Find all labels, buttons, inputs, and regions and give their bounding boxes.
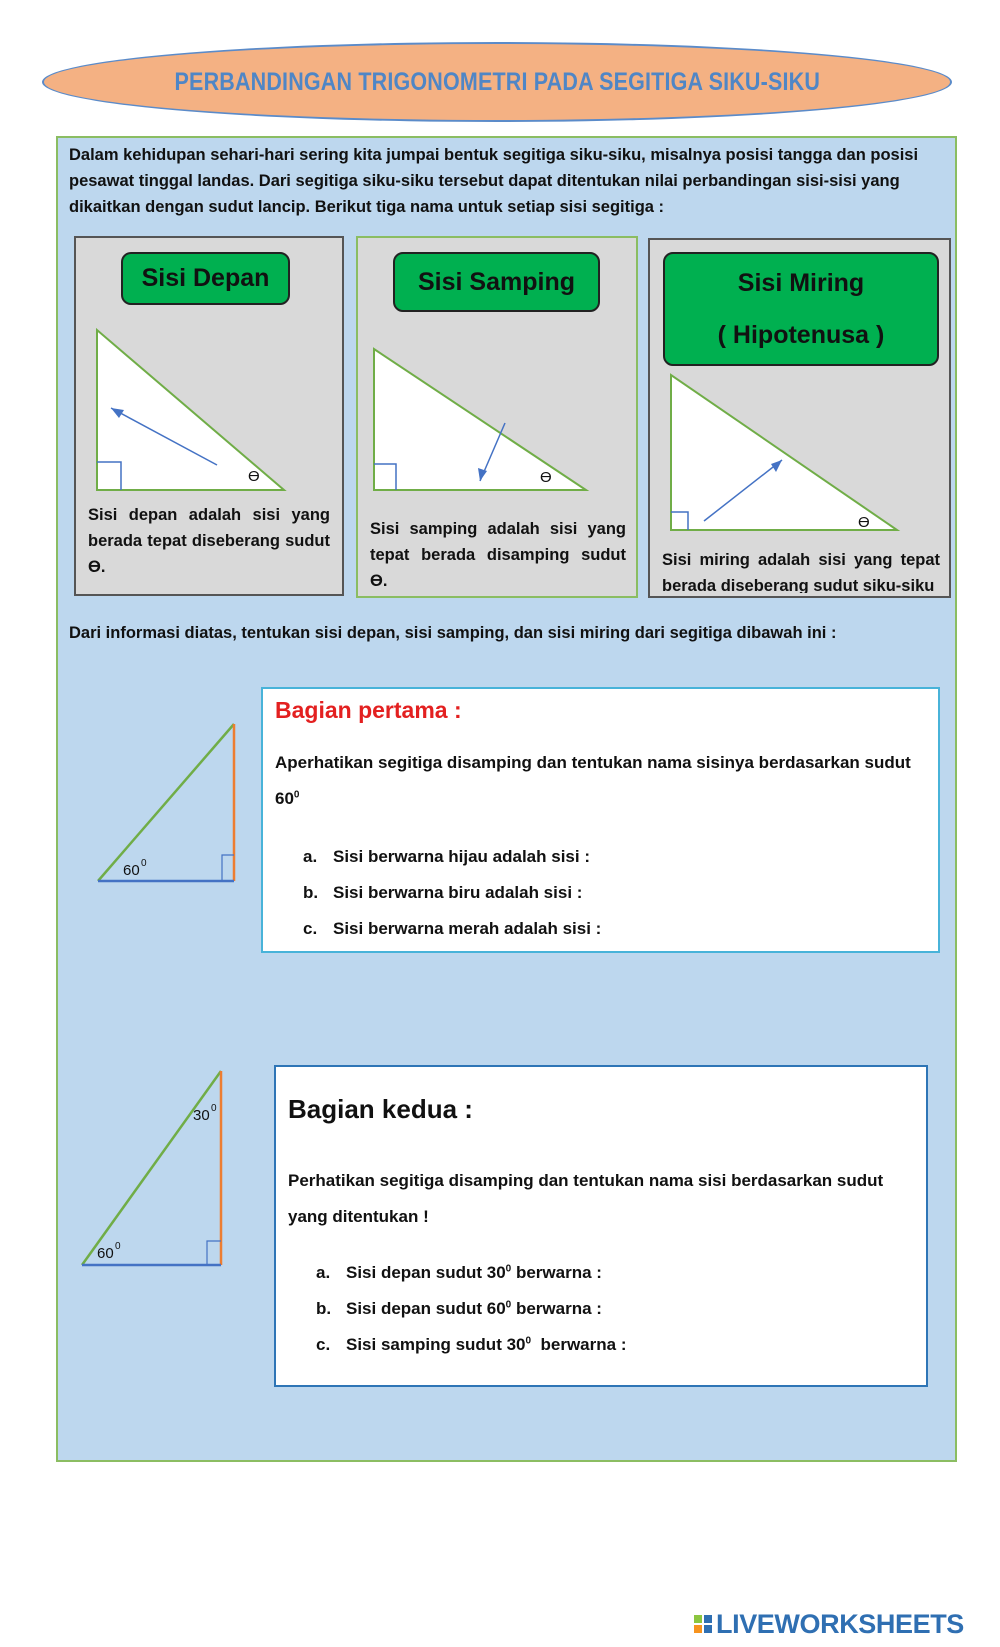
list-marker: c. [316,1335,331,1354]
degree-sup: 0 [525,1335,532,1347]
part2-list [316,1255,626,1363]
right-angle-mark [207,1241,221,1265]
intro-text: Dalam kehidupan sehari-hari sering kita jumpai bentuk segitiga siku-siku, misalnya posisi tangga dan posisi pesawat tinggal landas. Dari segitiga siku-siku tersebut dapat ditentukan nilai perbandingan sisi-sisi yang dikaitkan dengan sudut lancip. Berikut tiga nama untuk setiap sisi segitiga : [69,146,919,216]
list-item-text: Sisi berwarna merah adalah sisi : [333,919,602,938]
list-item [316,1327,626,1363]
sisi-miring-heading-line2: ( Hipotenusa ) [717,321,885,349]
sisi-samping-heading-label: Sisi Samping [418,267,575,296]
degree-sup: 0 [505,1263,512,1275]
degree-sup: 0 [141,858,147,869]
list-item-suffix: berwarna : [511,1263,602,1282]
angle-60-label: 60 [97,1245,114,1262]
degree-sup: 0 [505,1299,512,1311]
theta-label: ϴ [540,469,552,486]
logo-text: LIVEWORKSHEETS [716,1608,964,1639]
list-item [316,1255,626,1291]
list-item-text: Sisi depan sudut 30 [346,1263,506,1282]
list-marker: b. [303,883,319,902]
part2-heading: Bagian kedua : [288,1094,473,1124]
list-marker: c. [303,919,318,938]
list-item-text: Sisi berwarna hijau adalah sisi : [333,847,590,866]
sisi-miring-heading-line1: Sisi Miring [737,269,865,297]
sisi-depan-heading-label: Sisi Depan [141,264,270,292]
part2-prompt: Perhatikan segitiga disamping dan tentukan nama sisi berdasarkan sudut yang ditentukan ! [288,1171,884,1226]
list-item-suffix: berwarna : [531,1335,627,1354]
theta-label: ϴ [248,468,260,485]
part1-prompt-text: Aperhatikan segitiga disamping dan tentukan nama sisinya berdasarkan sudut [275,753,911,772]
list-item-text: Sisi depan sudut 60 [346,1299,506,1318]
sisi-miring-description: Sisi miring adalah sisi yang tepat berada diseberang sudut siku-siku [662,551,940,593]
list-marker: a. [316,1263,331,1282]
part2-box [274,1065,928,1387]
list-item-text: Sisi samping sudut 30 [346,1335,526,1354]
degree-sup: 0 [115,1241,121,1252]
green-side [82,1071,221,1265]
page-title: PERBANDINGAN TRIGONOMETRI PADA SEGITIGA SIKU-SIKU [174,67,820,96]
liveworksheets-logo [694,1608,994,1640]
sisi-depan-description: Sisi depan adalah sisi yang berada tepat diseberang sudut ϴ. [88,506,330,576]
question-text: Dari informasi diatas, tentukan sisi depan, sisi samping, dan sisi miring dari segitiga dibawah ini : [69,624,837,642]
list-marker: b. [316,1299,332,1318]
degree-sup: 0 [211,1103,217,1114]
list-item [316,1291,626,1327]
list-item-text: Sisi berwarna biru adalah sisi : [333,883,583,902]
theta-label: ϴ [858,514,870,531]
part1-prompt-angle: 60 [275,789,294,808]
sisi-samping-description: Sisi samping adalah sisi yang tepat berada disamping sudut ϴ. [370,520,626,590]
angle-60-label: 60 [123,862,140,879]
logo-icon [694,1615,712,1633]
part1-heading: Bagian pertama : [275,697,462,723]
list-item-suffix: berwarna : [511,1299,602,1318]
list-marker: a. [303,847,318,866]
part1-prompt-degree: 0 [293,789,300,801]
angle-30-label: 30 [193,1107,210,1124]
